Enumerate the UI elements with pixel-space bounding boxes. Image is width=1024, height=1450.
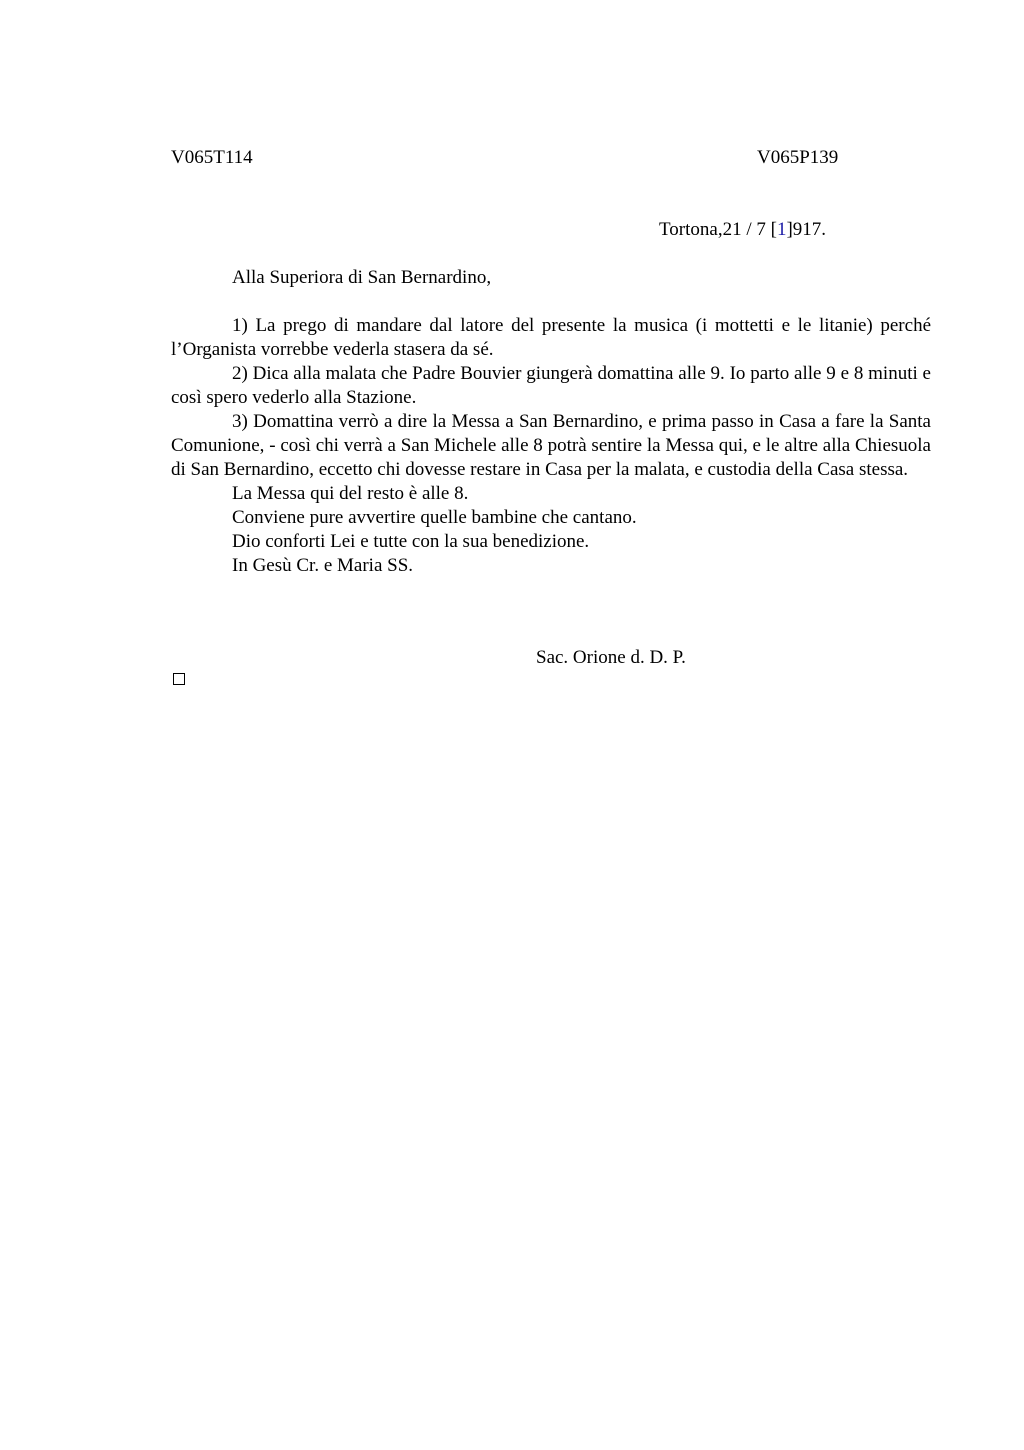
paragraph-2: 2) Dica alla malata che Padre Bouvier giungerà domattina alle 9. Io parto alle 9 e 8 minuti e così spero vederlo alla Stazione. [171, 363, 931, 408]
paragraph-4: La Messa qui del resto è alle 8. [232, 483, 469, 504]
paragraph-1: 1) La prego di mandare dal latore del presente la musica (i mottetti e le litanie) perché l’Organista vorrebbe vederla stasera da sé. [171, 315, 931, 360]
salutation: Alla Superiora di San Bernardino, [232, 267, 492, 288]
paragraph-6: Dio conforti Lei e tutte con la sua benedizione. [232, 531, 590, 552]
document-code-left: V065T114 [171, 147, 253, 168]
letter-body [171, 314, 931, 578]
dateline-prefix: Tortona,21 / 7 [ [659, 219, 777, 240]
dateline-bracket-digit: 1 [776, 219, 787, 240]
signature: Sac. Orione d. D. P. [536, 647, 686, 668]
document-code-right: V065P139 [757, 147, 839, 168]
paragraph-5: Conviene pure avvertire quelle bambine che cantano. [232, 507, 637, 528]
empty-square-icon [173, 673, 185, 685]
paragraph-3: 3) Domattina verrò a dire la Messa a San Bernardino, e prima passo in Casa a fare la Santa Comunione, - così chi verrà a San Michele alle 8 potrà sentire la Messa qui, e le altre alla Chiesuola di San Bernardino, eccetto chi dovesse restare in Casa per la malata, e custodia della Casa stessa. [171, 411, 931, 480]
paragraph-7: In Gesù Cr. e Maria SS. [232, 555, 414, 576]
dateline [659, 218, 826, 242]
dateline-suffix: ]917. [786, 219, 827, 240]
